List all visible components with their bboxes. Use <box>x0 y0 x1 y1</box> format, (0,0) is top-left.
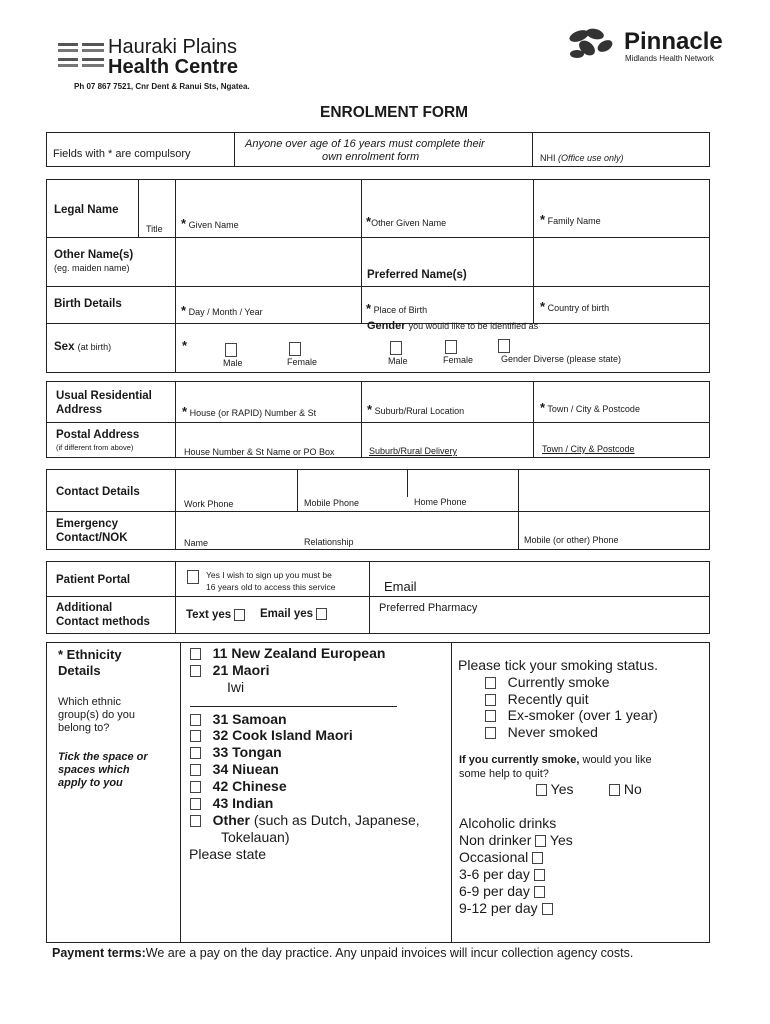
ethnicity-option-21[interactable]: 21 Maori <box>190 662 269 678</box>
postal-address-label: Postal Address <box>56 429 140 441</box>
email-yes-option: Email yes <box>260 608 327 620</box>
ethnicity-option-42[interactable]: 42 Chinese <box>190 778 287 794</box>
alcohol-6-9[interactable]: 6-9 per day <box>459 883 545 899</box>
family-name-field[interactable]: * Family Name <box>540 212 601 227</box>
home-phone-field[interactable]: Home Phone <box>414 497 467 507</box>
email-yes-checkbox[interactable] <box>316 608 327 620</box>
sex-male-label: Male <box>223 358 243 368</box>
age-note-line2: own enrolment form <box>322 151 420 163</box>
smoking-option-ex[interactable]: Ex-smoker (over 1 year) <box>485 707 658 723</box>
nok-name-field[interactable]: Name <box>184 538 209 548</box>
alcohol-9-12[interactable]: 9-12 per day <box>459 900 553 916</box>
ethnicity-option-31[interactable]: 31 Samoan <box>190 711 287 727</box>
portal-yes-checkbox[interactable] <box>187 568 199 586</box>
gender-diverse-label: Gender Diverse (please state) <box>501 354 622 364</box>
payment-terms: Payment terms:We are a pay on the day practice. Any unpaid invoices will incur collection agency costs. <box>52 946 634 960</box>
quit-help-question: If you currently smoke, would you like some help to quit? <box>459 754 652 780</box>
ethnicity-option-32[interactable]: 32 Cook Island Maori <box>190 727 353 743</box>
iwi-line <box>190 706 397 707</box>
portal-email-field[interactable]: Email <box>384 579 417 594</box>
given-name-field[interactable]: * Given Name <box>181 216 239 231</box>
sex-required-star: * <box>182 338 188 353</box>
postal-house-field[interactable]: House Number & St Name or PO Box <box>184 447 335 457</box>
gender-label: Gender you would like to be identified as <box>367 320 539 332</box>
birth-details-label: Birth Details <box>54 298 122 310</box>
alcohol-title: Alcoholic drinks <box>459 815 557 831</box>
other-given-name-field[interactable]: *Other Given Name <box>366 214 447 229</box>
ethnicity-option-other[interactable]: Other (such as Dutch, Japanese, <box>190 812 420 828</box>
sex-female-label: Female <box>287 357 318 367</box>
other-names-label: Other Name(s) <box>54 249 134 261</box>
form-title: ENROLMENT FORM <box>320 104 469 121</box>
sex-male-checkbox[interactable] <box>225 341 237 359</box>
iwi-field[interactable]: Iwi <box>227 679 245 695</box>
sex-label: Sex (at birth) <box>54 341 112 353</box>
dob-field[interactable]: * Day / Month / Year <box>181 303 263 318</box>
ethnicity-other-note: Tokelauan) <box>221 829 290 845</box>
gender-male-label: Male <box>388 356 408 366</box>
age-note-line1: Anyone over age of 16 years must complete their <box>245 138 485 150</box>
postal-town-field[interactable]: Town / City & Postcode <box>542 444 635 454</box>
clinic-logo <box>58 40 106 74</box>
work-phone-field[interactable]: Work Phone <box>184 499 234 509</box>
ethnicity-instruction: Tick the space or spaces which apply to you <box>58 751 148 789</box>
legal-name-label: Legal Name <box>54 204 119 216</box>
brand-name: Pinnacle <box>624 28 723 55</box>
postal-suburb-field[interactable]: Suburb/Rural Delivery <box>369 446 458 456</box>
quit-help-yes[interactable]: Yes <box>536 781 573 797</box>
clinic-name-line2: Health Centre <box>108 56 239 78</box>
clinic-name-line1: Hauraki Plains <box>108 36 237 58</box>
ethnicity-please-state[interactable]: Please state <box>189 846 267 862</box>
contact-details-label: Contact Details <box>56 486 140 498</box>
postal-address-note: (if different from above) <box>56 443 134 452</box>
country-of-birth-field[interactable]: * Country of birth <box>540 299 610 314</box>
patient-portal-label: Patient Portal <box>56 574 131 586</box>
ethnicity-option-11[interactable]: 11 New Zealand European <box>190 645 385 661</box>
town-postcode-field[interactable]: * Town / City & Postcode <box>540 400 640 415</box>
nok-relationship-field[interactable]: Relationship <box>304 537 354 547</box>
smoking-option-current[interactable]: Currently smoke <box>485 674 610 690</box>
sex-female-checkbox[interactable] <box>289 340 301 358</box>
usual-address-label: Usual Residential Address <box>56 390 152 416</box>
quit-help-no[interactable]: No <box>609 781 642 797</box>
alcohol-3-6[interactable]: 3-6 per day <box>459 866 545 882</box>
ethnicity-option-34[interactable]: 34 Niuean <box>190 761 279 777</box>
gender-female-checkbox[interactable] <box>445 338 457 356</box>
smoking-option-quit[interactable]: Recently quit <box>485 691 589 707</box>
clinic-address: Ph 07 867 7521, Cnr Dent & Ranui Sts, Ngatea. <box>74 82 250 91</box>
ethnicity-option-33[interactable]: 33 Tongan <box>190 744 282 760</box>
title-label: Title <box>146 224 163 234</box>
gender-diverse-checkbox[interactable] <box>498 337 510 355</box>
pinnacle-logo-icon <box>565 26 619 62</box>
gender-male-checkbox[interactable] <box>390 339 402 357</box>
portal-yes-text: Yes I wish to sign up you must be 16 years old to access this service <box>206 570 336 592</box>
ethnicity-label: * Ethnicity Details <box>58 647 122 678</box>
nhi-label: NHI (Office use only) <box>540 153 624 163</box>
text-yes-option: Text yes <box>186 609 245 621</box>
text-yes-checkbox[interactable] <box>234 609 245 621</box>
additional-contact-label: Additional Contact methods <box>56 602 150 628</box>
compulsory-note: Fields with * are compulsory <box>53 148 191 160</box>
nok-mobile-field[interactable]: Mobile (or other) Phone <box>524 535 619 545</box>
preferred-pharmacy-field[interactable]: Preferred Pharmacy <box>379 602 478 614</box>
brand-subtitle: Midlands Health Network <box>625 54 714 63</box>
other-names-example: (eg. maiden name) <box>54 263 130 273</box>
emergency-contact-label: Emergency Contact/NOK <box>56 518 128 544</box>
smoking-option-never[interactable]: Never smoked <box>485 724 598 740</box>
suburb-field[interactable]: * Suburb/Rural Location <box>367 402 465 417</box>
gender-female-label: Female <box>443 355 474 365</box>
alcohol-occasional[interactable]: Occasional <box>459 849 543 865</box>
mobile-phone-field[interactable]: Mobile Phone <box>304 498 360 508</box>
alcohol-non-drinker[interactable]: Non drinker Yes <box>459 832 573 848</box>
house-number-field[interactable]: * House (or RAPID) Number & St <box>182 404 317 419</box>
preferred-name-field[interactable]: Preferred Name(s) <box>367 269 467 281</box>
ethnicity-option-43[interactable]: 43 Indian <box>190 795 273 811</box>
ethnicity-question: Which ethnic group(s) do you belong to? <box>58 696 136 734</box>
smoking-prompt: Please tick your smoking status. <box>458 657 658 673</box>
place-of-birth-field[interactable]: * Place of Birth <box>366 301 428 316</box>
